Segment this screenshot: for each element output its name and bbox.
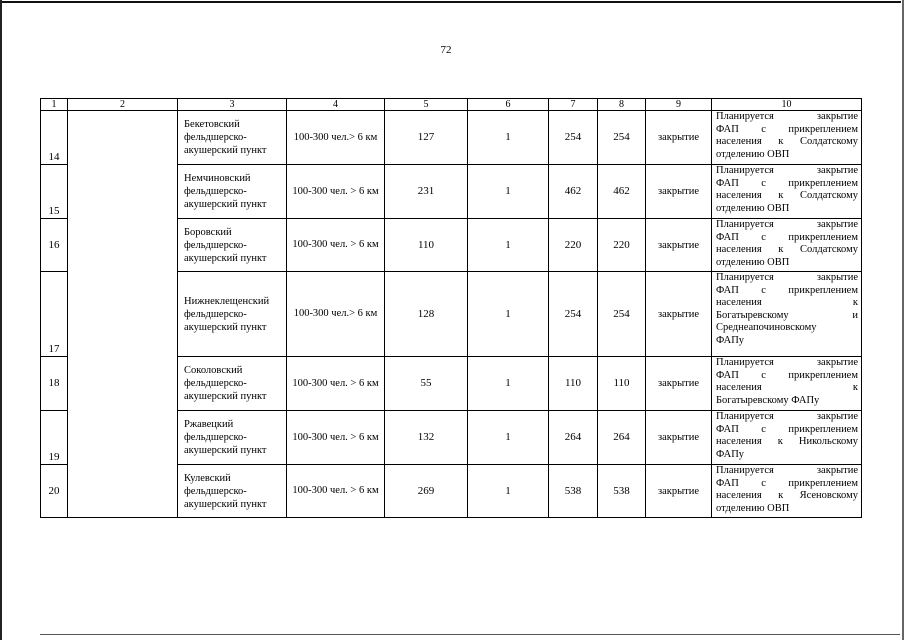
population-criterion-cell: 100-300 чел.> 6 км [287,272,385,357]
facility-name-cell [178,357,287,411]
note-line: отделению ОВП [716,502,790,514]
column-header: 7 [549,99,598,111]
facility-name-line: акушерский пункт [184,252,267,264]
note-line: населения к Солдатскому [716,190,858,201]
note-cell [712,357,862,411]
table-header-row [41,99,862,111]
population-criterion-cell: 100-300 чел. > 6 км [287,165,385,219]
column-header: 4 [287,99,385,111]
value-col5-cell: 110 [385,219,468,272]
note-line: ФАП с прикреплением [716,231,858,243]
column-header: 5 [385,99,468,111]
row-number-cell: 17 [41,272,68,357]
note-line: ФАП с прикреплением [716,284,858,296]
column-header: 3 [178,99,287,111]
column-2-merged-cell [68,111,178,518]
note-cell [712,219,862,272]
page-number: 72 [440,44,452,56]
note-line: населения к Ясеновскому [716,490,858,501]
note-cell [712,165,862,219]
facility-name-line: акушерский пункт [184,321,267,333]
facility-name-line: Соколовский [184,365,243,376]
facility-name-line: фельдшерско- [184,308,247,320]
scan-border-bottom [40,634,900,635]
note-line: Планируется закрытие [716,165,858,176]
note-cell [712,272,862,357]
value-col7-cell: 538 [549,465,598,518]
facility-name-line: фельдшерско- [184,432,247,443]
action-cell: закрытие [646,111,712,165]
note-line: населения к Солдатскому [716,136,858,147]
facility-name-line: фельдшерско- [184,239,247,251]
facility-name-line: акушерский пункт [184,445,267,456]
note-line: отделению ОВП [716,148,790,160]
action-cell: закрытие [646,165,712,219]
facility-name-line: фельдшерско- [184,132,247,143]
note-line: ФАП с прикреплением [716,369,858,381]
row-number-cell: 15 [41,165,68,219]
facility-name-line: фельдшерско- [184,485,247,497]
note-line: Планируется закрытие [716,357,858,368]
value-col5-cell: 231 [385,165,468,219]
value-col8-cell: 110 [598,357,646,411]
column-header: 1 [41,99,68,111]
value-col8-cell: 462 [598,165,646,219]
column-header: 8 [598,99,646,111]
note-line: Среднеапочиновскому [716,322,817,333]
note-line: ФАП с прикреплением [716,423,858,435]
value-col5-cell: 132 [385,411,468,465]
note-line: ФАП с прикреплением [716,123,858,135]
value-col5-cell: 269 [385,465,468,518]
value-col6-cell: 1 [468,465,549,518]
facility-name-line: акушерский пункт [184,145,267,156]
value-col6-cell: 1 [468,272,549,357]
note-line: населения к [716,297,858,308]
action-cell: закрытие [646,411,712,465]
value-col7-cell: 264 [549,411,598,465]
facility-name-line: акушерский пункт [184,391,267,402]
facility-name-cell [178,272,287,357]
note-line: Планируется закрытие [716,272,858,283]
facility-name-line: Бекетовский [184,119,240,130]
value-col6-cell: 1 [468,219,549,272]
value-col7-cell: 220 [549,219,598,272]
facility-name-line: Нижнеклещенский [184,295,270,307]
note-line: населения к Солдатскому [716,244,858,255]
value-col8-cell: 538 [598,465,646,518]
row-number-cell: 14 [41,111,68,165]
note-cell [712,111,862,165]
note-line: ФАПу [716,448,745,460]
column-header: 6 [468,99,549,111]
value-col8-cell: 254 [598,272,646,357]
row-number-cell: 20 [41,465,68,518]
note-line: ФАПу [716,334,745,346]
facility-name-line: Немчиновский [184,173,251,184]
facility-name-cell [178,411,287,465]
population-criterion-cell: 100-300 чел. > 6 км [287,411,385,465]
column-header: 9 [646,99,712,111]
column-header: 10 [712,99,862,111]
facility-name-line: акушерский пункт [184,199,267,210]
note-line: отделению ОВП [716,202,790,214]
value-col8-cell: 254 [598,111,646,165]
facility-name-cell [178,465,287,518]
scan-border-left [0,0,2,640]
note-line: Богатыревскому и [716,309,858,321]
population-criterion-cell: 100-300 чел.> 6 км [287,111,385,165]
value-col7-cell: 254 [549,272,598,357]
row-number-cell: 18 [41,357,68,411]
facility-name-line: фельдшерско- [184,378,247,389]
value-col8-cell: 264 [598,411,646,465]
facility-name-cell [178,219,287,272]
value-col8-cell: 220 [598,219,646,272]
note-cell [712,465,862,518]
value-col5-cell: 55 [385,357,468,411]
action-cell: закрытие [646,219,712,272]
value-col5-cell: 128 [385,272,468,357]
action-cell: закрытие [646,357,712,411]
row-number-cell: 19 [41,411,68,465]
facility-name-line: акушерский пункт [184,498,267,510]
note-line: Богатыревскому ФАПу [716,394,820,406]
action-cell: закрытие [646,272,712,357]
note-line: Планируется закрытие [716,465,858,476]
value-col7-cell: 462 [549,165,598,219]
facility-name-line: Боровский [184,226,232,238]
value-col6-cell: 1 [468,165,549,219]
action-cell: закрытие [646,465,712,518]
note-line: Планируется закрытие [716,219,858,230]
note-line: ФАП с прикреплением [716,477,858,489]
value-col6-cell: 1 [468,411,549,465]
table-row [41,111,862,165]
scan-border-top [2,1,901,3]
facility-name-line: Кулевский [184,472,231,484]
value-col7-cell: 254 [549,111,598,165]
facility-name-cell [178,111,287,165]
scan-border-right [902,0,904,640]
column-header: 2 [68,99,178,111]
facility-name-line: фельдшерско- [184,186,247,197]
value-col6-cell: 1 [468,111,549,165]
value-col6-cell: 1 [468,357,549,411]
note-line: ФАП с прикреплением [716,177,858,189]
value-col7-cell: 110 [549,357,598,411]
population-criterion-cell: 100-300 чел. > 6 км [287,357,385,411]
facility-name-line: Ржавецкий [184,419,234,430]
note-line: отделению ОВП [716,256,790,268]
row-number-cell: 16 [41,219,68,272]
data-table [40,98,862,518]
population-criterion-cell: 100-300 чел. > 6 км [287,465,385,518]
note-cell [712,411,862,465]
note-line: населения к [716,382,858,393]
note-line: Планируется закрытие [716,111,858,122]
note-line: Планируется закрытие [716,411,858,422]
population-criterion-cell: 100-300 чел. > 6 км [287,219,385,272]
note-line: населения к Никольскому [716,436,858,447]
facility-name-cell [178,165,287,219]
value-col5-cell: 127 [385,111,468,165]
